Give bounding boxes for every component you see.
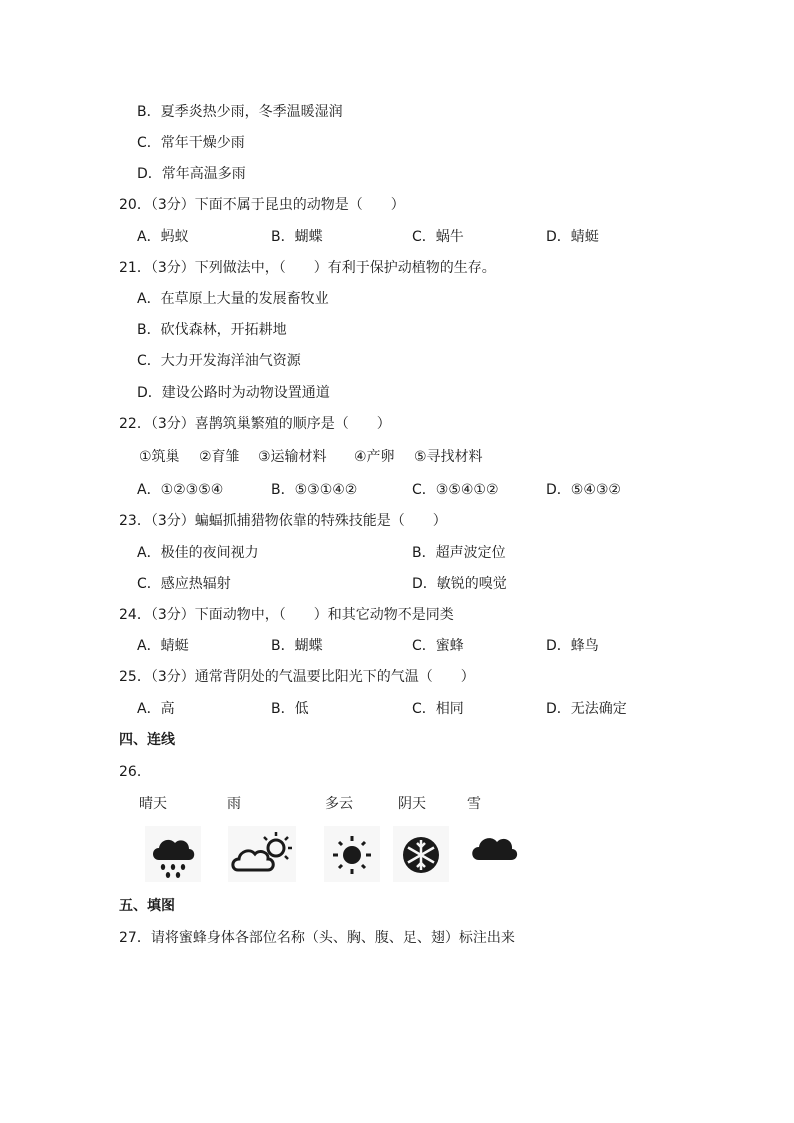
q24-option-c: C．蜜蜂 xyxy=(412,638,464,654)
q23-option-b: B．超声波定位 xyxy=(412,545,506,561)
q25-option-b: B．低 xyxy=(271,701,309,717)
q24-option-b: B．蝴蝶 xyxy=(271,638,323,654)
q21-option-c: C．大力开发海洋油气资源 xyxy=(137,353,301,369)
q22-item-1: ①筑巢 xyxy=(139,449,180,465)
weather-label-sunny: 晴天 xyxy=(139,796,167,812)
q23-option-d: D．敏锐的嗅觉 xyxy=(412,576,507,592)
q23-stem: 23．（3分）蝙蝠抓捕猎物依靠的特殊技能是（ ） xyxy=(119,513,447,529)
q22-item-4: ④产卵 xyxy=(354,449,395,465)
section-5-heading: 五、填图 xyxy=(119,898,175,914)
q20-stem: 20．（3分）下面不属于昆虫的动物是（ ） xyxy=(119,197,405,213)
q25-option-a: A．高 xyxy=(137,701,175,717)
q19-option-c: C．常年干燥少雨 xyxy=(137,135,245,151)
q22-item-5: ⑤寻找材料 xyxy=(414,449,483,465)
q20-option-b: B．蝴蝶 xyxy=(271,229,323,245)
section-4-heading: 四、连线 xyxy=(119,732,175,748)
q22-item-3: ③运输材料 xyxy=(258,449,327,465)
q23-option-c: C．感应热辐射 xyxy=(137,576,231,592)
q21-stem: 21．（3分）下列做法中，（ ）有利于保护动植物的生存。 xyxy=(119,260,496,276)
q22-option-d: D．⑤④③② xyxy=(546,482,621,498)
q27-stem: 27．请将蜜蜂身体各部位名称（头、胸、腹、足、翅）标注出来 xyxy=(119,930,515,946)
q21-option-d: D．建设公路时为动物设置通道 xyxy=(137,385,330,401)
q24-stem: 24．（3分）下面动物中，（ ）和其它动物不是同类 xyxy=(119,607,454,623)
q20-option-c: C．蜗牛 xyxy=(412,229,464,245)
weather-label-snow: 雪 xyxy=(467,796,481,812)
q25-option-d: D．无法确定 xyxy=(546,701,627,717)
q20-option-d: D．蜻蜓 xyxy=(546,229,599,245)
q22-option-c: C．③⑤④①② xyxy=(412,482,499,498)
partly-cloudy-icon xyxy=(228,826,296,882)
rain-cloud-icon xyxy=(145,826,201,882)
cloud-icon xyxy=(465,822,521,878)
q20-option-a: A．蚂蚁 xyxy=(137,229,189,245)
q22-option-b: B．⑤③①④② xyxy=(271,482,358,498)
weather-label-cloudy: 多云 xyxy=(325,796,353,812)
q21-option-b: B．砍伐森林，开拓耕地 xyxy=(137,322,287,338)
q26-number: 26． xyxy=(119,764,151,780)
weather-label-rain: 雨 xyxy=(227,796,241,812)
q19-option-b: B．夏季炎热少雨，冬季温暖湿润 xyxy=(137,104,343,120)
q22-stem: 22．（3分）喜鹊筑巢繁殖的顺序是（ ） xyxy=(119,416,391,432)
sun-icon xyxy=(324,826,380,882)
q21-option-a: A．在草原上大量的发展畜牧业 xyxy=(137,291,329,307)
q24-option-a: A．蜻蜓 xyxy=(137,638,189,654)
q25-stem: 25．（3分）通常背阴处的气温要比阳光下的气温（ ） xyxy=(119,669,475,685)
q22-item-2: ②育雏 xyxy=(199,449,240,465)
q23-option-a: A．极佳的夜间视力 xyxy=(137,545,259,561)
snowflake-icon xyxy=(393,826,449,882)
weather-label-overcast: 阴天 xyxy=(398,796,426,812)
q19-option-d: D．常年高温多雨 xyxy=(137,166,246,182)
q24-option-d: D．蜂鸟 xyxy=(546,638,599,654)
q25-option-c: C．相同 xyxy=(412,701,464,717)
q22-option-a: A．①②③⑤④ xyxy=(137,482,224,498)
